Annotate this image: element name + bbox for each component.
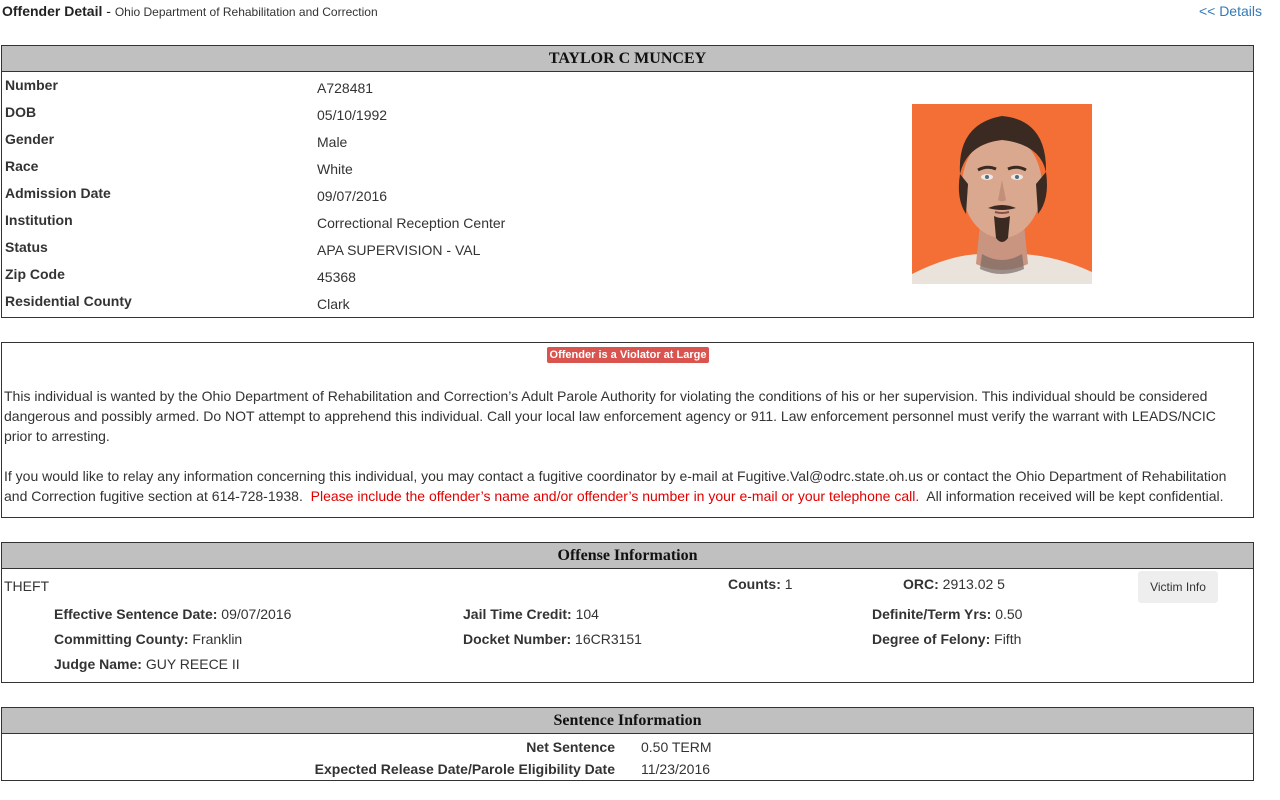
docket-value: 16CR3151 xyxy=(575,631,642,647)
counts-label: Counts: xyxy=(728,576,781,592)
field-label: Residential County xyxy=(5,293,132,309)
page-title-main: Offender Detail xyxy=(2,3,103,19)
term-label: Definite/Term Yrs: xyxy=(872,606,992,622)
counts xyxy=(728,576,793,592)
release-date-label: Expected Release Date/Parole Eligibility Date xyxy=(314,761,615,777)
judge-value: GUY REECE II xyxy=(145,656,240,672)
victim-info-button[interactable]: Victim Info xyxy=(1138,571,1218,603)
warning-text xyxy=(4,386,1239,526)
offender-panel xyxy=(1,45,1254,318)
warning-paragraph-2 xyxy=(4,466,1239,506)
top-bar xyxy=(0,0,1264,24)
net-sentence-label: Net Sentence xyxy=(526,739,615,755)
field-label: Institution xyxy=(5,212,73,228)
degree-of-felony xyxy=(872,631,1021,647)
field-row-residential-county xyxy=(2,288,902,315)
offense-heading: Offense Information xyxy=(2,543,1253,569)
offense-name: THEFT xyxy=(4,578,50,594)
field-row-dob xyxy=(2,99,902,126)
field-row-admission-date xyxy=(2,180,902,207)
effective-value: 09/07/2016 xyxy=(221,606,292,622)
field-row-number xyxy=(2,72,902,99)
orc-value: 2913.02 5 xyxy=(942,576,1005,592)
field-label: Status xyxy=(5,239,48,255)
term-value: 0.50 xyxy=(995,606,1023,622)
field-label: DOB xyxy=(5,104,37,120)
field-label: Zip Code xyxy=(5,266,65,282)
back-to-details-link[interactable]: << Details xyxy=(1198,3,1262,19)
felony-label: Degree of Felony: xyxy=(872,631,991,647)
field-value: Correctional Reception Center xyxy=(317,215,506,231)
docket-label: Docket Number: xyxy=(463,631,572,647)
judge-label: Judge Name: xyxy=(54,656,142,672)
field-value: Male xyxy=(317,134,348,150)
orc-label: ORC: xyxy=(903,576,939,592)
felony-value: Fifth xyxy=(994,631,1022,647)
field-value: White xyxy=(317,161,353,177)
orc xyxy=(903,576,1005,592)
field-value: 05/10/1992 xyxy=(317,107,388,123)
violator-at-large-badge: Offender is a Violator at Large xyxy=(547,347,709,363)
field-label: Race xyxy=(5,158,39,174)
field-label: Admission Date xyxy=(5,185,111,201)
field-label: Number xyxy=(5,77,58,93)
field-label: Gender xyxy=(5,131,55,147)
effective-label: Effective Sentence Date: xyxy=(54,606,218,622)
committing-county xyxy=(54,631,242,647)
counts-value: 1 xyxy=(784,576,793,592)
warning-contact-text: If you would like to relay any information concerning this individual, you may contact a fugitive coordinator by e-mail at Fugitive.Val@odrc.state.oh.us or contact the Ohio Department of Rehabilitation and Correction fugitive section at 614-728-1938. xyxy=(4,468,1227,504)
jail-time-credit xyxy=(463,606,599,622)
warning-highlight-text: Please include the offender’s name and/or offender’s number in your e-mail or your telephone call. xyxy=(310,488,920,504)
field-row-race xyxy=(2,153,902,180)
sentence-heading: Sentence Information xyxy=(2,708,1253,734)
field-value: 45368 xyxy=(317,269,356,285)
definite-term-years xyxy=(872,606,1022,622)
title-separator: - xyxy=(102,3,115,19)
offender-photo xyxy=(912,104,1092,284)
offender-photo-image xyxy=(912,104,1092,284)
offense-information-panel xyxy=(1,542,1254,683)
jail-value: 104 xyxy=(575,606,599,622)
effective-sentence-date xyxy=(54,606,291,622)
county-value: Franklin xyxy=(192,631,243,647)
field-row-status xyxy=(2,234,902,261)
offender-name-heading: TAYLOR C MUNCEY xyxy=(2,46,1253,72)
field-value: A728481 xyxy=(317,80,374,96)
violator-warning-panel xyxy=(1,342,1254,518)
field-row-institution xyxy=(2,207,902,234)
docket-number xyxy=(463,631,642,647)
field-value: 09/07/2016 xyxy=(317,188,388,204)
county-label: Committing County: xyxy=(54,631,189,647)
jail-label: Jail Time Credit: xyxy=(463,606,572,622)
page-subtitle: Ohio Department of Rehabilitation and Correction xyxy=(114,5,378,19)
release-date-value: 11/23/2016 xyxy=(641,761,711,777)
warning-paragraph-1: This individual is wanted by the Ohio Department of Rehabilitation and Correction’s Adult Parole Authority for violating the conditions of his or her supervision. This individual should be considered dangerous and possibly armed. Do NOT attempt to apprehend this individual. Call your local law enforcement agency or 911. Law enforcement personnel must verify the warrant with LEADS/NCIC prior to arresting. xyxy=(4,388,1216,444)
net-sentence-value: 0.50 TERM xyxy=(641,739,712,755)
page-title xyxy=(2,3,378,19)
field-row-gender xyxy=(2,126,902,153)
judge-name xyxy=(54,656,240,672)
field-value: Clark xyxy=(317,296,350,312)
field-value: APA SUPERVISION - VAL xyxy=(317,242,481,258)
warning-confidential-text: All information received will be kept confidential. xyxy=(926,488,1224,504)
field-row-zip-code xyxy=(2,261,902,288)
sentence-information-panel xyxy=(1,707,1254,781)
offender-fields xyxy=(2,72,902,315)
